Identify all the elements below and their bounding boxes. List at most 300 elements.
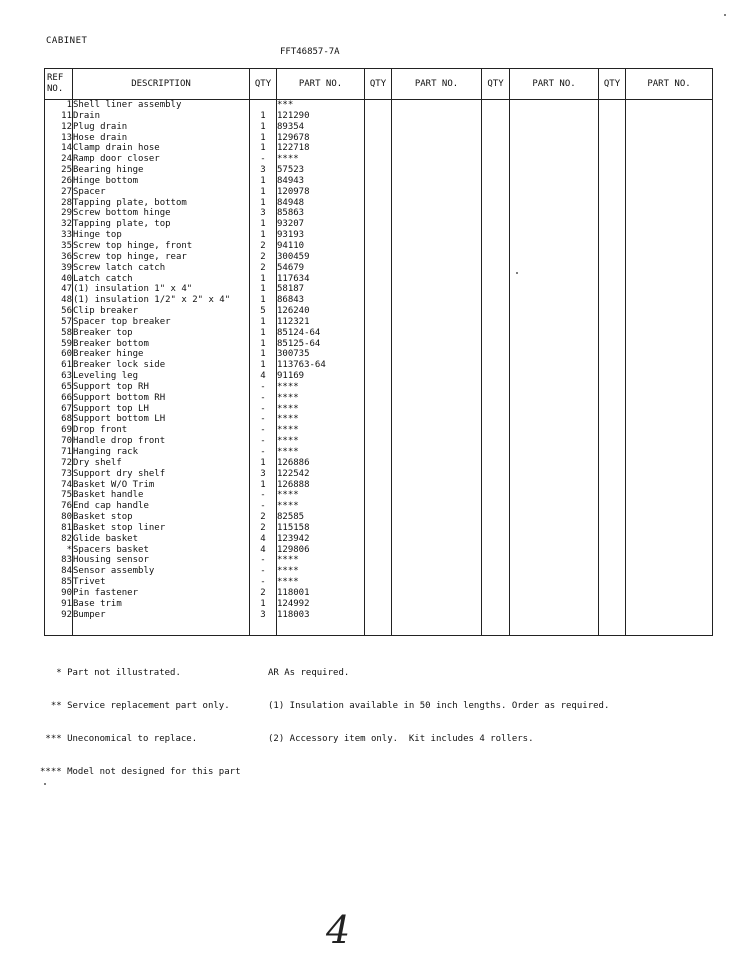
part-number-cell: **** bbox=[277, 436, 365, 447]
empty-cell bbox=[599, 599, 626, 610]
part-number-cell: 117634 bbox=[277, 274, 365, 285]
qty-cell: 2 bbox=[250, 241, 277, 252]
footnote: AR As required. bbox=[268, 668, 350, 678]
qty-cell: 2 bbox=[250, 588, 277, 599]
table-row bbox=[45, 306, 713, 317]
table-row bbox=[45, 577, 713, 588]
table-row bbox=[45, 393, 713, 404]
ref-cell: 1 bbox=[45, 100, 73, 111]
footnote: (2) Accessory item only. Kit includes 4 rollers. bbox=[268, 734, 534, 744]
qty-cell: - bbox=[250, 404, 277, 415]
empty-cell bbox=[482, 230, 510, 241]
col-header-part: PART NO. bbox=[277, 69, 365, 100]
qty-cell: - bbox=[250, 447, 277, 458]
description-cell: Drop front bbox=[73, 425, 250, 436]
empty-cell bbox=[626, 588, 713, 599]
empty-cell bbox=[365, 371, 392, 382]
empty-cell bbox=[599, 165, 626, 176]
description-cell: Plug drain bbox=[73, 122, 250, 133]
empty-cell bbox=[482, 339, 510, 350]
empty-cell bbox=[599, 577, 626, 588]
empty-cell bbox=[510, 469, 599, 480]
empty-cell bbox=[510, 425, 599, 436]
empty-cell bbox=[392, 490, 482, 501]
description-cell: Support top LH bbox=[73, 404, 250, 415]
empty-cell bbox=[510, 545, 599, 556]
empty-cell bbox=[365, 360, 392, 371]
empty-cell bbox=[599, 133, 626, 144]
empty-cell bbox=[482, 490, 510, 501]
empty-cell bbox=[599, 230, 626, 241]
table-row bbox=[45, 208, 713, 219]
empty-cell bbox=[365, 382, 392, 393]
part-number-cell: **** bbox=[277, 414, 365, 425]
empty-cell bbox=[365, 577, 392, 588]
empty-cell bbox=[626, 317, 713, 328]
empty-cell bbox=[626, 230, 713, 241]
empty-cell bbox=[365, 328, 392, 339]
empty-cell bbox=[482, 198, 510, 209]
table-row bbox=[45, 480, 713, 491]
empty-cell bbox=[392, 111, 482, 122]
table-row bbox=[45, 263, 713, 274]
part-number-cell: **** bbox=[277, 555, 365, 566]
empty-cell bbox=[365, 133, 392, 144]
empty-cell bbox=[510, 566, 599, 577]
empty-cell bbox=[365, 165, 392, 176]
empty-cell bbox=[626, 274, 713, 285]
empty-cell bbox=[392, 436, 482, 447]
empty-cell bbox=[365, 414, 392, 425]
empty-cell bbox=[392, 295, 482, 306]
empty-cell bbox=[626, 490, 713, 501]
empty-cell bbox=[365, 349, 392, 360]
empty-cell bbox=[392, 523, 482, 534]
empty-cell bbox=[482, 436, 510, 447]
empty-cell bbox=[599, 274, 626, 285]
empty-cell bbox=[599, 263, 626, 274]
qty-cell: 1 bbox=[250, 284, 277, 295]
description-cell: Clamp drain hose bbox=[73, 143, 250, 154]
empty-cell bbox=[392, 534, 482, 545]
empty-cell bbox=[392, 349, 482, 360]
qty-cell: 1 bbox=[250, 480, 277, 491]
table-row bbox=[45, 382, 713, 393]
empty-cell bbox=[392, 469, 482, 480]
empty-cell bbox=[392, 393, 482, 404]
empty-cell bbox=[599, 404, 626, 415]
empty-cell bbox=[482, 241, 510, 252]
part-number-cell: **** bbox=[277, 490, 365, 501]
qty-cell: 1 bbox=[250, 458, 277, 469]
col-header-qty-4: QTY bbox=[599, 69, 626, 100]
empty-cell bbox=[392, 545, 482, 556]
empty-cell bbox=[510, 306, 599, 317]
part-number-cell: 129678 bbox=[277, 133, 365, 144]
qty-cell: - bbox=[250, 425, 277, 436]
empty-cell bbox=[599, 111, 626, 122]
empty-cell bbox=[365, 393, 392, 404]
empty-cell bbox=[510, 393, 599, 404]
table-row bbox=[45, 414, 713, 425]
empty-cell bbox=[599, 512, 626, 523]
empty-cell bbox=[626, 425, 713, 436]
qty-cell: - bbox=[250, 414, 277, 425]
qty-cell: - bbox=[250, 577, 277, 588]
ref-cell: 60 bbox=[45, 349, 73, 360]
table-row bbox=[45, 143, 713, 154]
qty-cell: 1 bbox=[250, 599, 277, 610]
empty-cell bbox=[510, 534, 599, 545]
description-cell: Spacers basket bbox=[73, 545, 250, 556]
empty-cell bbox=[626, 360, 713, 371]
description-cell: Hanging rack bbox=[73, 447, 250, 458]
empty-cell bbox=[482, 100, 510, 111]
qty-cell: 1 bbox=[250, 143, 277, 154]
empty-cell bbox=[626, 414, 713, 425]
empty-cell bbox=[626, 534, 713, 545]
empty-cell bbox=[510, 512, 599, 523]
empty-cell bbox=[365, 284, 392, 295]
empty-cell bbox=[510, 122, 599, 133]
part-number-cell: **** bbox=[277, 393, 365, 404]
qty-cell: 1 bbox=[250, 295, 277, 306]
empty-cell bbox=[365, 339, 392, 350]
empty-cell bbox=[510, 328, 599, 339]
ref-cell: 81 bbox=[45, 523, 73, 534]
table-row bbox=[45, 349, 713, 360]
empty-cell bbox=[599, 588, 626, 599]
empty-cell bbox=[392, 306, 482, 317]
ref-cell: 68 bbox=[45, 414, 73, 425]
part-number-cell: **** bbox=[277, 501, 365, 512]
empty-cell bbox=[482, 219, 510, 230]
ref-cell: 36 bbox=[45, 252, 73, 263]
empty-cell bbox=[510, 165, 599, 176]
ref-cell: 66 bbox=[45, 393, 73, 404]
description-cell: Spacer top breaker bbox=[73, 317, 250, 328]
empty-cell bbox=[599, 100, 626, 111]
ref-cell: 63 bbox=[45, 371, 73, 382]
empty-cell bbox=[599, 621, 626, 636]
empty-cell bbox=[392, 208, 482, 219]
empty-cell bbox=[510, 436, 599, 447]
parts-table bbox=[44, 68, 713, 636]
empty-cell bbox=[392, 176, 482, 187]
description-cell: Support bottom RH bbox=[73, 393, 250, 404]
table-row bbox=[45, 458, 713, 469]
qty-cell: 4 bbox=[250, 371, 277, 382]
empty-cell bbox=[482, 469, 510, 480]
empty-cell bbox=[599, 317, 626, 328]
description-cell: Housing sensor bbox=[73, 555, 250, 566]
description-cell: Screw bottom hinge bbox=[73, 208, 250, 219]
empty-cell bbox=[626, 165, 713, 176]
empty-cell bbox=[392, 317, 482, 328]
qty-cell: 1 bbox=[250, 360, 277, 371]
table-row bbox=[45, 176, 713, 187]
empty-cell bbox=[626, 143, 713, 154]
ref-cell: 27 bbox=[45, 187, 73, 198]
empty-cell bbox=[482, 208, 510, 219]
empty-cell bbox=[626, 252, 713, 263]
empty-cell bbox=[482, 328, 510, 339]
empty-cell bbox=[599, 349, 626, 360]
empty-cell bbox=[365, 621, 392, 636]
description-cell: Tapping plate, top bbox=[73, 219, 250, 230]
empty-cell bbox=[510, 501, 599, 512]
empty-cell bbox=[510, 252, 599, 263]
empty-cell bbox=[392, 480, 482, 491]
empty-cell bbox=[365, 252, 392, 263]
empty-cell bbox=[482, 588, 510, 599]
empty-cell bbox=[599, 295, 626, 306]
empty-cell bbox=[365, 480, 392, 491]
qty-cell: - bbox=[250, 501, 277, 512]
empty-cell bbox=[365, 263, 392, 274]
empty-cell bbox=[626, 295, 713, 306]
table-row bbox=[45, 122, 713, 133]
part-number-cell: 93193 bbox=[277, 230, 365, 241]
empty-cell bbox=[482, 274, 510, 285]
empty-cell bbox=[392, 512, 482, 523]
empty-cell bbox=[392, 122, 482, 133]
ref-cell: 65 bbox=[45, 382, 73, 393]
empty-cell bbox=[510, 111, 599, 122]
empty-cell bbox=[482, 295, 510, 306]
scan-speck bbox=[724, 14, 726, 16]
table-row bbox=[45, 588, 713, 599]
col-header-part-2: PART NO. bbox=[392, 69, 482, 100]
table-row bbox=[45, 501, 713, 512]
empty-cell bbox=[626, 555, 713, 566]
ref-cell: 47 bbox=[45, 284, 73, 295]
empty-cell bbox=[510, 621, 599, 636]
ref-cell: 28 bbox=[45, 198, 73, 209]
empty-cell bbox=[392, 143, 482, 154]
empty-cell bbox=[626, 122, 713, 133]
part-number-cell: 89354 bbox=[277, 122, 365, 133]
description-cell: Sensor assembly bbox=[73, 566, 250, 577]
empty-cell bbox=[392, 425, 482, 436]
table-row bbox=[45, 512, 713, 523]
table-row bbox=[45, 599, 713, 610]
description-cell: Hose drain bbox=[73, 133, 250, 144]
part-number-cell: 121290 bbox=[277, 111, 365, 122]
empty-cell bbox=[482, 414, 510, 425]
empty-cell bbox=[599, 122, 626, 133]
empty-cell bbox=[392, 284, 482, 295]
table-row bbox=[45, 252, 713, 263]
empty-cell bbox=[599, 534, 626, 545]
empty-cell bbox=[392, 328, 482, 339]
empty-cell bbox=[510, 371, 599, 382]
empty-cell bbox=[510, 610, 599, 621]
model-number: FFT46857-7A bbox=[280, 47, 340, 57]
part-number-cell: *** bbox=[277, 100, 365, 111]
ref-cell: 74 bbox=[45, 480, 73, 491]
empty-cell bbox=[510, 577, 599, 588]
empty-cell bbox=[482, 404, 510, 415]
empty-cell bbox=[510, 523, 599, 534]
description-cell: (1) insulation 1" x 4" bbox=[73, 284, 250, 295]
empty-cell bbox=[365, 241, 392, 252]
empty-cell bbox=[482, 382, 510, 393]
empty-cell bbox=[392, 241, 482, 252]
description-cell: Basket stop bbox=[73, 512, 250, 523]
empty-cell bbox=[392, 133, 482, 144]
description-cell: Breaker lock side bbox=[73, 360, 250, 371]
qty-cell: 3 bbox=[250, 208, 277, 219]
empty-cell bbox=[482, 545, 510, 556]
qty-cell: 1 bbox=[250, 230, 277, 241]
empty-cell bbox=[365, 198, 392, 209]
empty-cell bbox=[392, 382, 482, 393]
empty-cell bbox=[510, 458, 599, 469]
empty-cell bbox=[482, 599, 510, 610]
description-cell: Spacer bbox=[73, 187, 250, 198]
description-cell: Trivet bbox=[73, 577, 250, 588]
empty-cell bbox=[510, 284, 599, 295]
qty-cell: 1 bbox=[250, 187, 277, 198]
empty-cell bbox=[510, 241, 599, 252]
empty-cell bbox=[626, 219, 713, 230]
table-row bbox=[45, 165, 713, 176]
ref-cell: 58 bbox=[45, 328, 73, 339]
table-row bbox=[45, 241, 713, 252]
ref-cell: 85 bbox=[45, 577, 73, 588]
description-cell: Hinge bottom bbox=[73, 176, 250, 187]
part-number-cell: 126888 bbox=[277, 480, 365, 491]
empty-cell bbox=[365, 501, 392, 512]
part-number-cell: 122542 bbox=[277, 469, 365, 480]
col-header-qty: QTY bbox=[250, 69, 277, 100]
empty-cell bbox=[599, 480, 626, 491]
description-cell: Breaker bottom bbox=[73, 339, 250, 350]
empty-cell bbox=[599, 545, 626, 556]
description-cell: Dry shelf bbox=[73, 458, 250, 469]
empty-cell bbox=[482, 610, 510, 621]
empty-cell bbox=[392, 458, 482, 469]
empty-cell bbox=[599, 458, 626, 469]
col-header-description: DESCRIPTION bbox=[73, 69, 250, 100]
part-number-cell: 118001 bbox=[277, 588, 365, 599]
empty-cell bbox=[392, 230, 482, 241]
description-cell: Support dry shelf bbox=[73, 469, 250, 480]
empty-cell bbox=[626, 371, 713, 382]
table-row bbox=[45, 566, 713, 577]
empty-cell bbox=[626, 111, 713, 122]
description-cell: Ramp door closer bbox=[73, 154, 250, 165]
description-cell: (1) insulation 1/2" x 2" x 4" bbox=[73, 295, 250, 306]
ref-cell: 26 bbox=[45, 176, 73, 187]
table-row bbox=[45, 371, 713, 382]
part-number-cell: 126886 bbox=[277, 458, 365, 469]
ref-cell: 69 bbox=[45, 425, 73, 436]
description-cell: End cap handle bbox=[73, 501, 250, 512]
qty-cell: 4 bbox=[250, 545, 277, 556]
qty-cell: 2 bbox=[250, 263, 277, 274]
table-row bbox=[45, 100, 713, 111]
part-number-cell: 94110 bbox=[277, 241, 365, 252]
qty-cell: 3 bbox=[250, 469, 277, 480]
part-number-cell: 123942 bbox=[277, 534, 365, 545]
qty-cell: 1 bbox=[250, 317, 277, 328]
empty-cell bbox=[510, 480, 599, 491]
empty-cell bbox=[482, 447, 510, 458]
ref-cell: 91 bbox=[45, 599, 73, 610]
empty-cell bbox=[482, 555, 510, 566]
description-cell: Basket handle bbox=[73, 490, 250, 501]
table-row bbox=[45, 469, 713, 480]
empty-cell bbox=[482, 133, 510, 144]
part-number-cell: 85863 bbox=[277, 208, 365, 219]
empty-cell bbox=[626, 263, 713, 274]
empty-cell bbox=[392, 360, 482, 371]
empty-cell bbox=[392, 198, 482, 209]
empty-cell bbox=[392, 555, 482, 566]
col-header-qty-3: QTY bbox=[482, 69, 510, 100]
qty-cell: 5 bbox=[250, 306, 277, 317]
table-row bbox=[45, 555, 713, 566]
ref-cell: 76 bbox=[45, 501, 73, 512]
part-number-cell: **** bbox=[277, 577, 365, 588]
empty-cell bbox=[392, 501, 482, 512]
ref-cell: 83 bbox=[45, 555, 73, 566]
empty-cell bbox=[392, 165, 482, 176]
table-row bbox=[45, 339, 713, 350]
qty-cell: 1 bbox=[250, 122, 277, 133]
ref-cell: 67 bbox=[45, 404, 73, 415]
empty-cell bbox=[599, 176, 626, 187]
empty-cell bbox=[626, 523, 713, 534]
part-number-cell: 86843 bbox=[277, 295, 365, 306]
col-header-qty-2: QTY bbox=[365, 69, 392, 100]
footnote: **** Model not designed for this part bbox=[40, 767, 241, 777]
empty-cell bbox=[599, 143, 626, 154]
part-number-cell: 112321 bbox=[277, 317, 365, 328]
description-cell: Breaker hinge bbox=[73, 349, 250, 360]
table-filler-row bbox=[45, 621, 713, 636]
table-row bbox=[45, 360, 713, 371]
empty-cell bbox=[626, 284, 713, 295]
empty-cell bbox=[392, 371, 482, 382]
col-header-part-4: PART NO. bbox=[626, 69, 713, 100]
table-row bbox=[45, 610, 713, 621]
empty-cell bbox=[392, 588, 482, 599]
empty-cell bbox=[510, 588, 599, 599]
empty-cell bbox=[482, 284, 510, 295]
ref-cell: 11 bbox=[45, 111, 73, 122]
qty-cell: 1 bbox=[250, 349, 277, 360]
empty-cell bbox=[45, 621, 73, 636]
empty-cell bbox=[73, 621, 250, 636]
empty-cell bbox=[392, 263, 482, 274]
table-row bbox=[45, 219, 713, 230]
empty-cell bbox=[482, 263, 510, 274]
empty-cell bbox=[392, 100, 482, 111]
part-number-cell: 54679 bbox=[277, 263, 365, 274]
description-cell: Basket W/O Trim bbox=[73, 480, 250, 491]
empty-cell bbox=[392, 154, 482, 165]
part-number-cell: 91169 bbox=[277, 371, 365, 382]
empty-cell bbox=[392, 339, 482, 350]
ref-cell: * bbox=[45, 545, 73, 556]
qty-cell: 1 bbox=[250, 339, 277, 350]
empty-cell bbox=[510, 219, 599, 230]
part-number-cell: **** bbox=[277, 404, 365, 415]
part-number-cell: 84943 bbox=[277, 176, 365, 187]
